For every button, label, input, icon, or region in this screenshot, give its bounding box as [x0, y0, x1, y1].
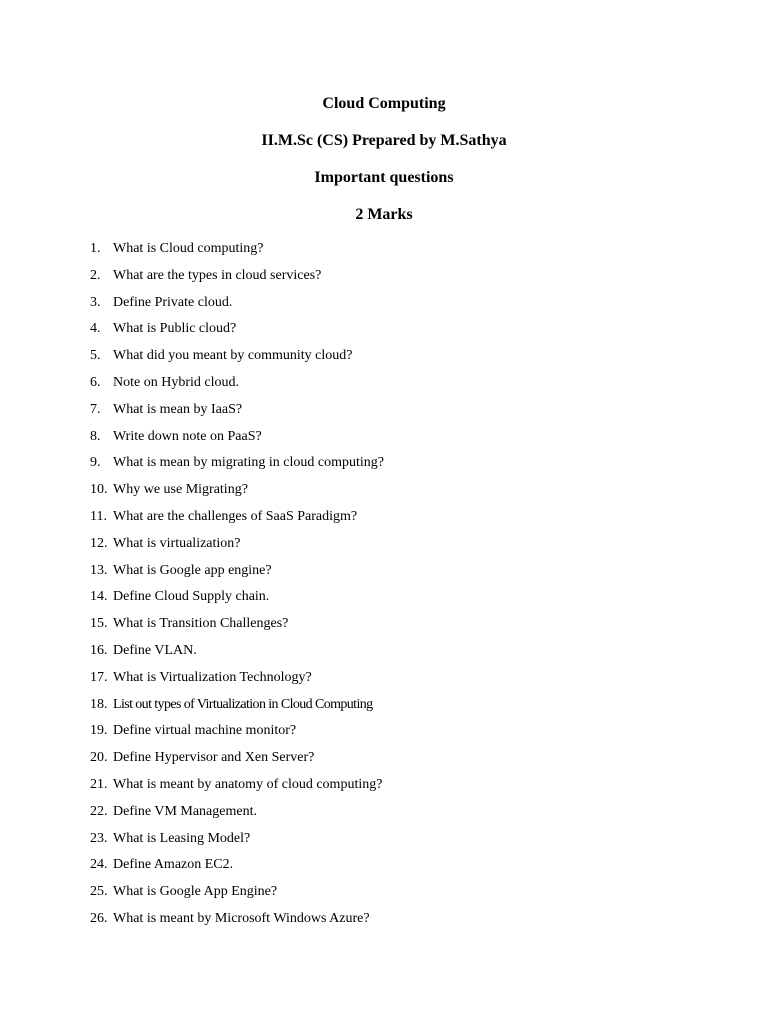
question-number: 3.: [90, 294, 101, 310]
question-item: [90, 882, 384, 909]
question-text: What did you meant by community cloud?: [113, 348, 353, 364]
question-text: What is Leasing Model?: [113, 830, 251, 846]
question-number: 14.: [90, 589, 108, 605]
question-number: 19.: [90, 723, 108, 739]
question-text: Why we use Migrating?: [113, 482, 248, 498]
question-number: 10.: [90, 482, 108, 498]
question-number: 26.: [90, 910, 108, 926]
question-item: [90, 587, 384, 614]
question-item: [90, 453, 384, 480]
question-number: 21.: [90, 776, 108, 792]
marks-heading: 2 Marks: [355, 206, 413, 223]
question-text: What is mean by migrating in cloud computing?: [113, 455, 384, 471]
question-item: [90, 695, 384, 722]
question-text: Define Private cloud.: [113, 294, 233, 310]
question-number: 8.: [90, 428, 101, 444]
question-number: 18.: [90, 696, 108, 712]
question-text: What are the types in cloud services?: [113, 267, 322, 283]
question-item: [90, 641, 384, 668]
question-number: 1.: [90, 241, 101, 256]
question-text: Define VLAN.: [113, 642, 197, 658]
question-text: Define Hypervisor and Xen Server?: [113, 750, 315, 766]
question-text: What are the challenges of SaaS Paradigm?: [113, 508, 358, 524]
question-number: 5.: [90, 348, 101, 364]
question-number: 15.: [90, 616, 108, 632]
question-item: [90, 400, 384, 427]
question-text: What is Google App Engine?: [113, 884, 278, 900]
question-text: Define Amazon EC2.: [113, 857, 234, 873]
question-item: [90, 534, 384, 561]
question-text: What is mean by IaaS?: [113, 401, 243, 417]
question-text: Define virtual machine monitor?: [113, 723, 297, 739]
question-item: [90, 266, 384, 293]
question-item: [90, 239, 384, 266]
question-number: 11.: [90, 508, 107, 524]
question-number: 2.: [90, 267, 101, 283]
question-item: [90, 319, 384, 346]
question-number: 13.: [90, 562, 108, 578]
question-item: [90, 855, 384, 882]
question-list: [90, 239, 384, 936]
question-item: [90, 427, 384, 454]
question-text: Write down note on PaaS?: [113, 428, 262, 444]
question-item: [90, 373, 384, 400]
question-number: 20.: [90, 750, 108, 766]
question-text: What is meant by Microsoft Windows Azure?: [113, 910, 370, 926]
document-subtitle: II.M.Sc (CS) Prepared by M.Sathya: [261, 132, 507, 149]
question-number: 23.: [90, 830, 108, 846]
question-text: What is virtualization?: [113, 535, 241, 551]
question-number: 17.: [90, 669, 108, 685]
question-item: [90, 909, 384, 936]
question-item: [90, 721, 384, 748]
question-number: 7.: [90, 401, 101, 417]
question-text: Note on Hybrid cloud.: [113, 374, 239, 390]
question-item: [90, 668, 384, 695]
question-item: [90, 802, 384, 829]
section-heading: Important questions: [314, 169, 454, 186]
question-item: [90, 748, 384, 775]
question-item: [90, 346, 384, 373]
question-text: What is Transition Challenges?: [113, 616, 289, 632]
question-item: [90, 614, 384, 641]
document-title: Cloud Computing: [322, 95, 446, 112]
question-item: [90, 293, 384, 320]
question-text: What is Google app engine?: [113, 562, 272, 578]
question-text: Define VM Management.: [113, 803, 257, 819]
question-item: [90, 561, 384, 588]
question-number: 16.: [90, 642, 108, 658]
question-text: Define Cloud Supply chain.: [113, 589, 270, 605]
question-number: 12.: [90, 535, 108, 551]
question-number: 4.: [90, 321, 101, 337]
question-text: What is Virtualization Technology?: [113, 669, 312, 685]
question-text: What is Public cloud?: [113, 321, 237, 337]
question-number: 6.: [90, 374, 101, 390]
question-item: [90, 480, 384, 507]
question-number: 25.: [90, 884, 108, 900]
question-number: 9.: [90, 455, 101, 471]
question-item: [90, 829, 384, 856]
question-number: 22.: [90, 803, 108, 819]
question-text: What is Cloud computing?: [113, 241, 264, 256]
question-item: [90, 775, 384, 802]
question-number: 24.: [90, 857, 108, 873]
question-item: [90, 507, 384, 534]
question-text: What is meant by anatomy of cloud computing?: [113, 776, 383, 792]
question-text: List out types of Virtualization in Cloud Computing: [113, 696, 373, 712]
